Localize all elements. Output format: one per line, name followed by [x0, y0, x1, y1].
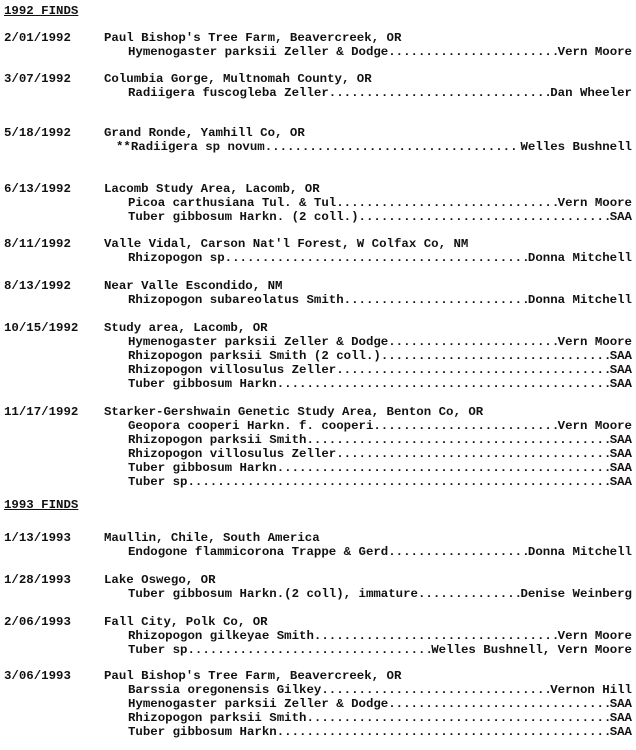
- entry-location: Columbia Gorge, Multnomah County, OR: [104, 72, 372, 86]
- collector-name: SAA: [609, 349, 632, 363]
- specimen-name: **Radiigera sp novum: [116, 140, 265, 154]
- collector-name: SAA: [609, 210, 632, 224]
- dot-leader: [321, 683, 550, 697]
- specimen-name: Rhizopogon gilkeyae Smith: [128, 629, 314, 643]
- dot-leader: [306, 711, 609, 725]
- entry-date: 6/13/1992: [4, 182, 71, 196]
- specimen-row: [128, 45, 632, 59]
- collector-name: Vern Moore: [557, 45, 632, 59]
- entry-date: 2/06/1993: [4, 615, 71, 629]
- collector-name: SAA: [609, 711, 632, 725]
- specimen-row: [116, 140, 632, 154]
- specimen-name: Radiigera fuscogleba Zeller: [128, 86, 329, 100]
- specimen-row: [128, 697, 632, 711]
- specimen-name: Tuber sp: [128, 643, 188, 657]
- specimen-row: [128, 86, 632, 100]
- specimen-name: Tuber gibbosum Harkn. (2 coll.): [128, 210, 359, 224]
- dot-leader: [277, 725, 610, 739]
- collector-name: Vern Moore: [557, 419, 632, 433]
- collector-name: Welles Bushnell, Vern Moore: [431, 643, 632, 657]
- collector-name: SAA: [609, 697, 632, 711]
- entry-location: Paul Bishop's Tree Farm, Beavercreek, OR: [104, 31, 402, 45]
- collector-name: Donna Mitchell: [527, 545, 632, 559]
- specimen-name: Hymenogaster parksii Zeller & Dodge: [128, 335, 389, 349]
- specimen-row: [128, 433, 632, 447]
- collector-name: SAA: [609, 377, 632, 391]
- entry-location: Fall City, Polk Co, OR: [104, 615, 268, 629]
- entry-location: Paul Bishop's Tree Farm, Beavercreek, OR: [104, 669, 402, 683]
- dot-leader: [188, 643, 432, 657]
- specimen-name: Picoa carthusiana Tul. & Tul: [128, 196, 337, 210]
- dot-leader: [277, 377, 610, 391]
- dot-leader: [359, 210, 610, 224]
- dot-leader: [265, 140, 521, 154]
- entry-date: 2/01/1992: [4, 31, 71, 45]
- dot-leader: [329, 86, 550, 100]
- collector-name: Denise Weinberg: [520, 587, 632, 601]
- specimen-name: Rhizopogon parksii Smith: [128, 711, 307, 725]
- specimen-row: [128, 210, 632, 224]
- specimen-name: Hymenogaster parksii Zeller & Dodge: [128, 45, 389, 59]
- collector-name: SAA: [609, 461, 632, 475]
- specimen-row: [128, 711, 632, 725]
- specimen-row: [128, 335, 632, 349]
- specimen-name: Hymenogaster parksii Zeller & Dodge: [128, 697, 389, 711]
- collector-name: Vernon Hill: [550, 683, 632, 697]
- section-title: 1993 FINDS: [4, 498, 79, 512]
- dot-leader: [381, 349, 610, 363]
- specimen-row: [128, 545, 632, 559]
- entry-location: Lake Oswego, OR: [104, 573, 216, 587]
- specimen-name: Barssia oregonensis Gilkey: [128, 683, 322, 697]
- dot-leader: [344, 293, 528, 307]
- specimen-row: [128, 725, 632, 739]
- specimen-name: Tuber gibbosum Harkn: [128, 461, 277, 475]
- dot-leader: [225, 251, 528, 265]
- specimen-name: Rhizopogon sp: [128, 251, 225, 265]
- specimen-name: Endogone flammicorona Trappe & Gerd: [128, 545, 389, 559]
- entry-date: 1/28/1993: [4, 573, 71, 587]
- collector-name: Vern Moore: [557, 196, 632, 210]
- collector-name: SAA: [609, 433, 632, 447]
- dot-leader: [388, 697, 609, 711]
- dot-leader: [388, 335, 557, 349]
- collector-name: Vern Moore: [557, 335, 632, 349]
- dot-leader: [388, 45, 557, 59]
- collector-name: Vern Moore: [557, 629, 632, 643]
- specimen-row: [128, 683, 632, 697]
- specimen-row: [128, 363, 632, 377]
- collector-name: Donna Mitchell: [527, 293, 632, 307]
- specimen-name: Tuber gibbosum Harkn.(2 coll), immature: [128, 587, 418, 601]
- entry-date: 8/11/1992: [4, 237, 71, 251]
- collector-name: Donna Mitchell: [527, 251, 632, 265]
- entry-date: 8/13/1992: [4, 279, 71, 293]
- entry-date: 5/18/1992: [4, 126, 71, 140]
- section-title: 1992 FINDS: [4, 4, 79, 18]
- specimen-name: Rhizopogon subareolatus Smith: [128, 293, 344, 307]
- specimen-name: Rhizopogon parksii Smith: [128, 433, 307, 447]
- specimen-row: [128, 587, 632, 601]
- collector-name: Dan Wheeler: [550, 86, 632, 100]
- entry-location: Starker-Gershwain Genetic Study Area, Benton Co, OR: [104, 405, 484, 419]
- specimen-row: [128, 196, 632, 210]
- dot-leader: [388, 545, 528, 559]
- specimen-name: Tuber gibbosum Harkn: [128, 725, 277, 739]
- dot-leader: [277, 461, 610, 475]
- entry-location: Near Valle Escondido, NM: [104, 279, 283, 293]
- entry-location: Lacomb Study Area, Lacomb, OR: [104, 182, 320, 196]
- specimen-row: [128, 419, 632, 433]
- dot-leader: [336, 196, 557, 210]
- specimen-name: Rhizopogon villosulus Zeller: [128, 447, 337, 461]
- specimen-name: Rhizopogon villosulus Zeller: [128, 363, 337, 377]
- collector-name: Welles Bushnell: [520, 140, 632, 154]
- specimen-row: [128, 251, 632, 265]
- entry-date: 3/06/1993: [4, 669, 71, 683]
- entry-location: Valle Vidal, Carson Nat'l Forest, W Colfax Co, NM: [104, 237, 469, 251]
- dot-leader: [188, 475, 610, 489]
- dot-leader: [314, 629, 558, 643]
- dot-leader: [336, 447, 609, 461]
- specimen-name: Tuber sp: [128, 475, 188, 489]
- specimen-row: [128, 293, 632, 307]
- dot-leader: [373, 419, 557, 433]
- collector-name: SAA: [609, 475, 632, 489]
- specimen-name: Geopora cooperi Harkn. f. cooperi: [128, 419, 374, 433]
- specimen-row: [128, 475, 632, 489]
- entry-location: Maullin, Chile, South America: [104, 531, 320, 545]
- dot-leader: [306, 433, 609, 447]
- entry-location: Grand Ronde, Yamhill Co, OR: [104, 126, 305, 140]
- specimen-name: Rhizopogon parksii Smith (2 coll.): [128, 349, 381, 363]
- specimen-row: [128, 349, 632, 363]
- entry-date: 11/17/1992: [4, 405, 79, 419]
- specimen-row: [128, 629, 632, 643]
- collector-name: SAA: [609, 363, 632, 377]
- entry-location: Study area, Lacomb, OR: [104, 321, 268, 335]
- entry-date: 10/15/1992: [4, 321, 79, 335]
- dot-leader: [336, 363, 609, 377]
- specimen-name: Tuber gibbosum Harkn: [128, 377, 277, 391]
- specimen-row: [128, 461, 632, 475]
- entry-date: 3/07/1992: [4, 72, 71, 86]
- collector-name: SAA: [609, 447, 632, 461]
- entry-date: 1/13/1993: [4, 531, 71, 545]
- collector-name: SAA: [609, 725, 632, 739]
- specimen-row: [128, 377, 632, 391]
- dot-leader: [418, 587, 520, 601]
- specimen-row: [128, 447, 632, 461]
- specimen-row: [128, 643, 632, 657]
